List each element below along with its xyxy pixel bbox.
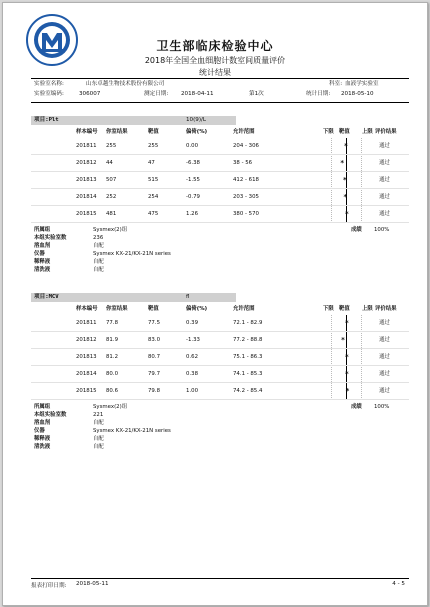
- lab-count-value: 221: [93, 412, 104, 418]
- cell-bias: 1.00: [186, 388, 199, 394]
- cell-eval: 通过: [379, 177, 390, 183]
- print-date: 2018-05-11: [76, 581, 109, 587]
- cell-range: 38 - 56: [233, 160, 253, 166]
- column-header-target-col: 靶值: [339, 306, 350, 312]
- page-title: 卫生部临床检验中心: [156, 39, 274, 53]
- result-marker: *: [345, 353, 349, 361]
- item-name: 项目:Plt: [34, 117, 59, 123]
- score-label: 成绩: [351, 227, 362, 233]
- item-unit: 10(9)/L: [186, 117, 207, 123]
- item-name: 项目:MCV: [34, 294, 59, 300]
- result-marker: *: [345, 210, 349, 218]
- cell-result: 81.9: [106, 337, 119, 343]
- diluent-value: 自配: [93, 436, 104, 442]
- table-header: [31, 128, 409, 137]
- result-marker: *: [345, 370, 349, 378]
- cell-bias: 0.62: [186, 354, 199, 360]
- cell-bias: 0.00: [186, 143, 199, 149]
- lysing-reagent-value: 自配: [93, 243, 104, 249]
- cell-eval: 通过: [379, 160, 390, 166]
- cell-result: 507: [106, 177, 117, 183]
- score-value: 100%: [374, 404, 390, 410]
- cleaning-solution-value: 自配: [93, 444, 104, 450]
- cell-eval: 通过: [379, 143, 390, 149]
- cell-range: 75.1 - 86.3: [233, 354, 263, 360]
- cell-sample: 201812: [76, 337, 97, 343]
- table-row: [31, 155, 409, 172]
- cell-sample: 201814: [76, 371, 97, 377]
- lab-code: 306007: [79, 91, 101, 97]
- cell-sample: 201813: [76, 177, 97, 183]
- cell-target: 255: [148, 143, 159, 149]
- lab-info-row-1: [31, 80, 409, 89]
- cell-bias: -1.33: [186, 337, 200, 343]
- diluent-label: 稀释液: [34, 436, 51, 442]
- column-header-sample: 样本编号: [76, 129, 98, 135]
- column-header-lower: 下限: [323, 129, 334, 135]
- cell-sample: 201811: [76, 320, 97, 326]
- cell-bias: 0.39: [186, 320, 199, 326]
- result-marker: *: [342, 176, 347, 184]
- print-date-label: 报表打印日期:: [31, 583, 67, 589]
- cell-bias: -1.55: [186, 177, 200, 183]
- cell-target: 515: [148, 177, 159, 183]
- table-row: [31, 383, 409, 400]
- cell-result: 80.6: [106, 388, 119, 394]
- result-marker: *: [341, 336, 345, 344]
- diluent-label: 稀释液: [34, 259, 51, 265]
- test-date-label: 测定日期:: [144, 91, 169, 97]
- column-header-target: 靶值: [148, 129, 159, 135]
- cell-range: 77.2 - 88.8: [233, 337, 263, 343]
- table-row: [31, 172, 409, 189]
- lysing-reagent-value: 自配: [93, 420, 104, 426]
- diluent-value: 自配: [93, 259, 104, 265]
- result-marker: *: [340, 159, 345, 167]
- table-row: [31, 189, 409, 206]
- cell-bias: -0.79: [186, 194, 200, 200]
- divider: [31, 78, 409, 79]
- column-header-sample: 样本编号: [76, 306, 98, 312]
- lysing-reagent-label: 溶血剂: [34, 243, 51, 249]
- cell-range: 72.1 - 82.9: [233, 320, 263, 326]
- test-date: 2018-04-11: [181, 91, 214, 97]
- cell-target: 475: [148, 211, 159, 217]
- column-header-bias: 偏倚(%): [186, 306, 208, 312]
- column-header-range: 允许范围: [233, 129, 255, 135]
- table-row: [31, 315, 409, 332]
- column-header-bias: 偏倚(%): [186, 129, 208, 135]
- footer-divider: [31, 578, 409, 579]
- cell-target: 254: [148, 194, 159, 200]
- cell-result: 252: [106, 194, 117, 200]
- cell-eval: 通过: [379, 354, 390, 360]
- cleaning-solution-label: 清洗液: [34, 444, 51, 450]
- group-value: Sysmex(2)组: [93, 227, 128, 233]
- section-header-mcv: [31, 293, 236, 302]
- cleaning-solution-value: 自配: [93, 267, 104, 273]
- cell-target: 83.0: [148, 337, 161, 343]
- item-unit: fl: [186, 294, 190, 300]
- instrument-value: Sysmex KX-21/KX-21N series: [93, 251, 171, 257]
- cell-sample: 201812: [76, 160, 97, 166]
- instrument-label: 仪器: [34, 428, 45, 434]
- score-value: 100%: [374, 227, 390, 233]
- group-value: Sysmex(2)组: [93, 404, 128, 410]
- result-marker: *: [345, 387, 350, 395]
- column-header-target: 靶值: [148, 306, 159, 312]
- page-subtitle: 2018年全国全血细胞计数室间质量评价: [144, 56, 286, 65]
- cell-sample: 201811: [76, 143, 97, 149]
- cell-bias: 0.38: [186, 371, 199, 377]
- cell-result: 80.0: [106, 371, 119, 377]
- table-row: [31, 206, 409, 223]
- cell-bias: 1.26: [186, 211, 199, 217]
- column-header-eval: 评价结果: [375, 306, 397, 312]
- column-header-lower: 下限: [323, 306, 334, 312]
- divider: [31, 102, 409, 103]
- table-row: [31, 366, 409, 383]
- cell-sample: 201815: [76, 211, 97, 217]
- column-header-eval: 评价结果: [375, 129, 397, 135]
- stat-date-label: 统计日期:: [306, 91, 331, 97]
- column-header-upper: 上限: [362, 306, 373, 312]
- round-number: 第1次: [249, 91, 264, 97]
- report-page: [2, 2, 428, 606]
- dept-value: 血液学实验室: [345, 81, 379, 87]
- lab-info-row-2: [31, 90, 409, 99]
- table-row: [31, 138, 409, 155]
- cell-eval: 通过: [379, 371, 390, 377]
- result-marker: *: [345, 319, 349, 327]
- cell-eval: 通过: [379, 211, 390, 217]
- cell-sample: 201815: [76, 388, 97, 394]
- cell-eval: 通过: [379, 337, 390, 343]
- stat-date: 2018-05-10: [341, 91, 374, 97]
- group-label: 所属组: [34, 404, 51, 410]
- cell-result: 81.2: [106, 354, 119, 360]
- lysing-reagent-label: 溶血剂: [34, 420, 51, 426]
- cleaning-solution-label: 清洗液: [34, 267, 51, 273]
- cell-target: 47: [148, 160, 155, 166]
- cell-result: 255: [106, 143, 117, 149]
- cell-result: 77.8: [106, 320, 119, 326]
- column-header-range: 允许范围: [233, 306, 255, 312]
- cell-result: 44: [106, 160, 113, 166]
- lab-name: 山东卓越生物技术股份有限公司: [86, 81, 165, 87]
- instrument-label: 仪器: [34, 251, 45, 257]
- cell-range: 74.2 - 85.4: [233, 388, 263, 394]
- cell-eval: 通过: [379, 388, 390, 394]
- cell-range: 203 - 305: [233, 194, 259, 200]
- lab-code-label: 实验室编码:: [34, 91, 64, 97]
- result-marker: *: [343, 193, 348, 201]
- cell-target: 79.8: [148, 388, 161, 394]
- instrument-value: Sysmex KX-21/KX-21N series: [93, 428, 171, 434]
- table-header: [31, 305, 409, 314]
- cell-eval: 通过: [379, 194, 390, 200]
- cell-bias: -6.38: [186, 160, 200, 166]
- column-header-upper: 上限: [362, 129, 373, 135]
- group-label: 所属组: [34, 227, 51, 233]
- section-header-plt: [31, 116, 236, 125]
- column-header-result: 你室结果: [106, 306, 128, 312]
- cell-range: 204 - 306: [233, 143, 259, 149]
- column-header-result: 你室结果: [106, 129, 128, 135]
- column-header-target-col: 靶值: [339, 129, 350, 135]
- cell-range: 412 - 618: [233, 177, 259, 183]
- table-row: [31, 349, 409, 366]
- report-name: 统计结果: [199, 68, 231, 77]
- lab-count-label: 本组实验室数: [34, 235, 67, 241]
- cell-target: 79.7: [148, 371, 161, 377]
- cell-range: 380 - 570: [233, 211, 259, 217]
- score-label: 成绩: [351, 404, 362, 410]
- dept-label: 科室:: [329, 81, 343, 87]
- table-row: [31, 332, 409, 349]
- lab-count-label: 本组实验室数: [34, 412, 67, 418]
- cell-range: 74.1 - 85.3: [233, 371, 263, 377]
- cell-target: 80.7: [148, 354, 161, 360]
- lab-count-value: 236: [93, 235, 104, 241]
- cell-sample: 201814: [76, 194, 97, 200]
- page-number: 4 - 5: [392, 581, 405, 587]
- cell-target: 77.5: [148, 320, 161, 326]
- cell-sample: 201813: [76, 354, 97, 360]
- cell-eval: 通过: [379, 320, 390, 326]
- cell-result: 481: [106, 211, 117, 217]
- result-marker: *: [344, 142, 348, 150]
- lab-name-label: 实验室名称:: [34, 81, 64, 87]
